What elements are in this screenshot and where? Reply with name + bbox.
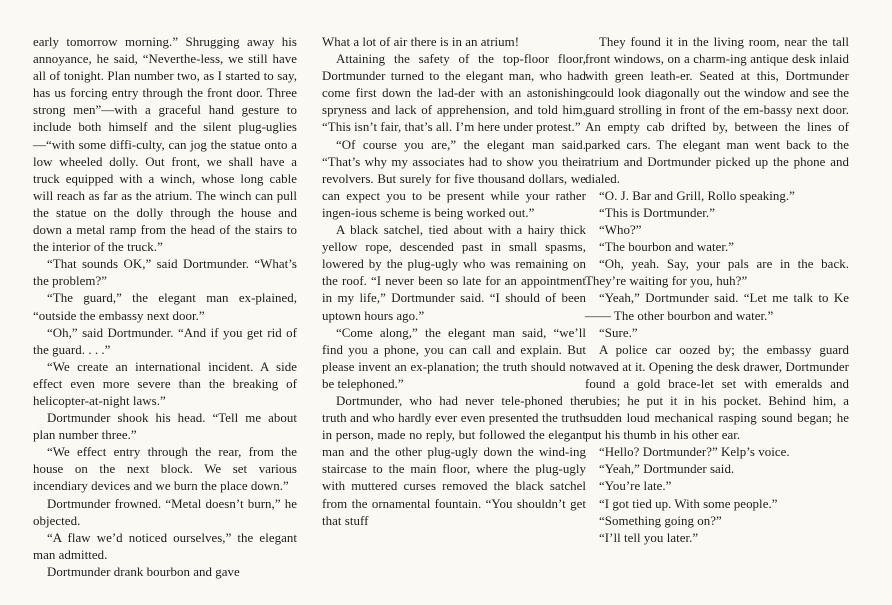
paragraph: “Hello? Dortmunder?” Kelp’s voice. xyxy=(599,445,790,460)
paragraph: “The bourbon and water.” xyxy=(599,240,735,255)
paragraph: Dortmunder drank bourbon and gave xyxy=(47,564,240,579)
paragraph: “We create an international incident. A side effect even more severe than the breaking of helicopter-at-night laws.” xyxy=(33,359,297,408)
paragraph: Attaining the safety of the top-floor floor, Dortmunder turned to the elegant man, who had come first down the lad-der with an astonishing spryness and lack of apprehension, and told him, “This isn’t fair, that’s all. I’m here under protest.” xyxy=(322,52,586,135)
paragraph: “A flaw we’d noticed ourselves,” the elegant man admitted. xyxy=(33,530,297,562)
paragraph: “Come along,” the elegant man said, “we’ll find you a phone, you can call and explain. But please invent an ex-planation; the truth should not be telephoned.” xyxy=(322,325,586,391)
paragraph: “Oh, yeah. Say, your pals are in the back. They’re waiting for you, huh?” xyxy=(585,257,849,289)
paragraph: “Yeah,” Dortmunder said. “Let me talk to Ke—— The other bourbon and water.” xyxy=(585,291,849,323)
paragraph: “O. J. Bar and Grill, Rollo speaking.” xyxy=(599,188,795,203)
text-column-middle xyxy=(322,34,586,530)
paragraph: “You’re late.” xyxy=(599,479,672,494)
text-column-left xyxy=(33,34,297,581)
paragraph: “I got tied up. With some people.” xyxy=(599,496,778,511)
paragraph: A police car oozed by; the embassy guard waved at it. Opening the desk drawer, Dortmunder found a gold brace-let set with emeralds and rubies; he put it in his pocket. Behind him, a sudden loud mechanical rasping sound began; he put his thumb in his other ear. xyxy=(585,342,849,443)
paragraph: “Of course you are,” the elegant man said. “That’s why my associates had to show you their revolvers. But surely for five thousand dollars, we can expect you to be present while your rather ingen-ious scheme is being worked out.” xyxy=(322,137,586,220)
paragraph: “This is Dortmunder.” xyxy=(599,205,715,220)
paragraph: early tomorrow morning.” Shrugging away his annoyance, he said, “Neverthe-less, we still have all of tonight. Plan number two, as I started to say, has us forcing entry through the front door. Three strong men”—with a graceful hand gesture to include both himself and the silent plug-uglies—“with some diffi-culty, can jog the statue onto a low wheeled dolly. Out front, we shall have a truck equipped with a winch, whose long cable will reach as far as the atrium. The winch can pull the statue on the dolly through the house and down a metal ramp from the head of the stairs to the interior of the truck.” xyxy=(33,35,297,255)
paragraph: “I’ll tell you later.” xyxy=(599,530,699,545)
paragraph: Dortmunder shook his head. “Tell me about plan number three.” xyxy=(33,411,297,443)
paragraph: What a lot of air there is in an atrium! xyxy=(322,35,520,49)
text-column-right xyxy=(585,34,849,547)
paragraph: “That sounds OK,” said Dortmunder. “What’s the problem?” xyxy=(33,257,297,289)
paragraph: “Yeah,” Dortmunder said. xyxy=(599,462,735,477)
paragraph: “Oh,” said Dortmunder. “And if you get rid of the guard. . . .” xyxy=(33,325,297,357)
paragraph: “We effect entry through the rear, from the house on the next block. We set various incendiary devices and we burn the place down.” xyxy=(33,445,297,494)
paragraph: Dortmunder frowned. “Metal doesn’t burn,” he objected. xyxy=(33,496,297,528)
paragraph: Dortmunder, who had never tele-phoned the truth and who hardly ever even presented the truth in person, made no reply, but followed the elegant man and the other plug-ugly down the wind-ing staircase to the main floor, where the plug-ugly with muttered curses removed the black satchel from the ornamental fountain. “You shouldn’t get that stuff xyxy=(322,393,586,528)
paragraph: “Sure.” xyxy=(599,325,638,340)
paragraph: “Who?” xyxy=(599,223,642,238)
paragraph: “Something going on?” xyxy=(599,513,722,528)
paragraph: “The guard,” the elegant man ex-plained, “outside the embassy next door.” xyxy=(33,291,297,323)
paragraph: A black satchel, tied about with a hairy thick yellow rope, descended past in small spasms, lowered by the plug-ugly who was remaining on the roof. “I never been so late for an appointment in my life,” Dortmunder said. “I should of been uptown hours ago.” xyxy=(322,223,586,323)
paragraph: They found it in the living room, near the tall front windows, on a charm-ing antique desk inlaid with green leath-er. Seated at this, Dortmunder could look diagonally out the window and see the guard strolling in front of the em-bassy next door. An empty cab drifted by, between the lines of parked cars. The elegant man went back to the atrium and Dortmunder picked up the phone and dialed. xyxy=(585,35,849,186)
